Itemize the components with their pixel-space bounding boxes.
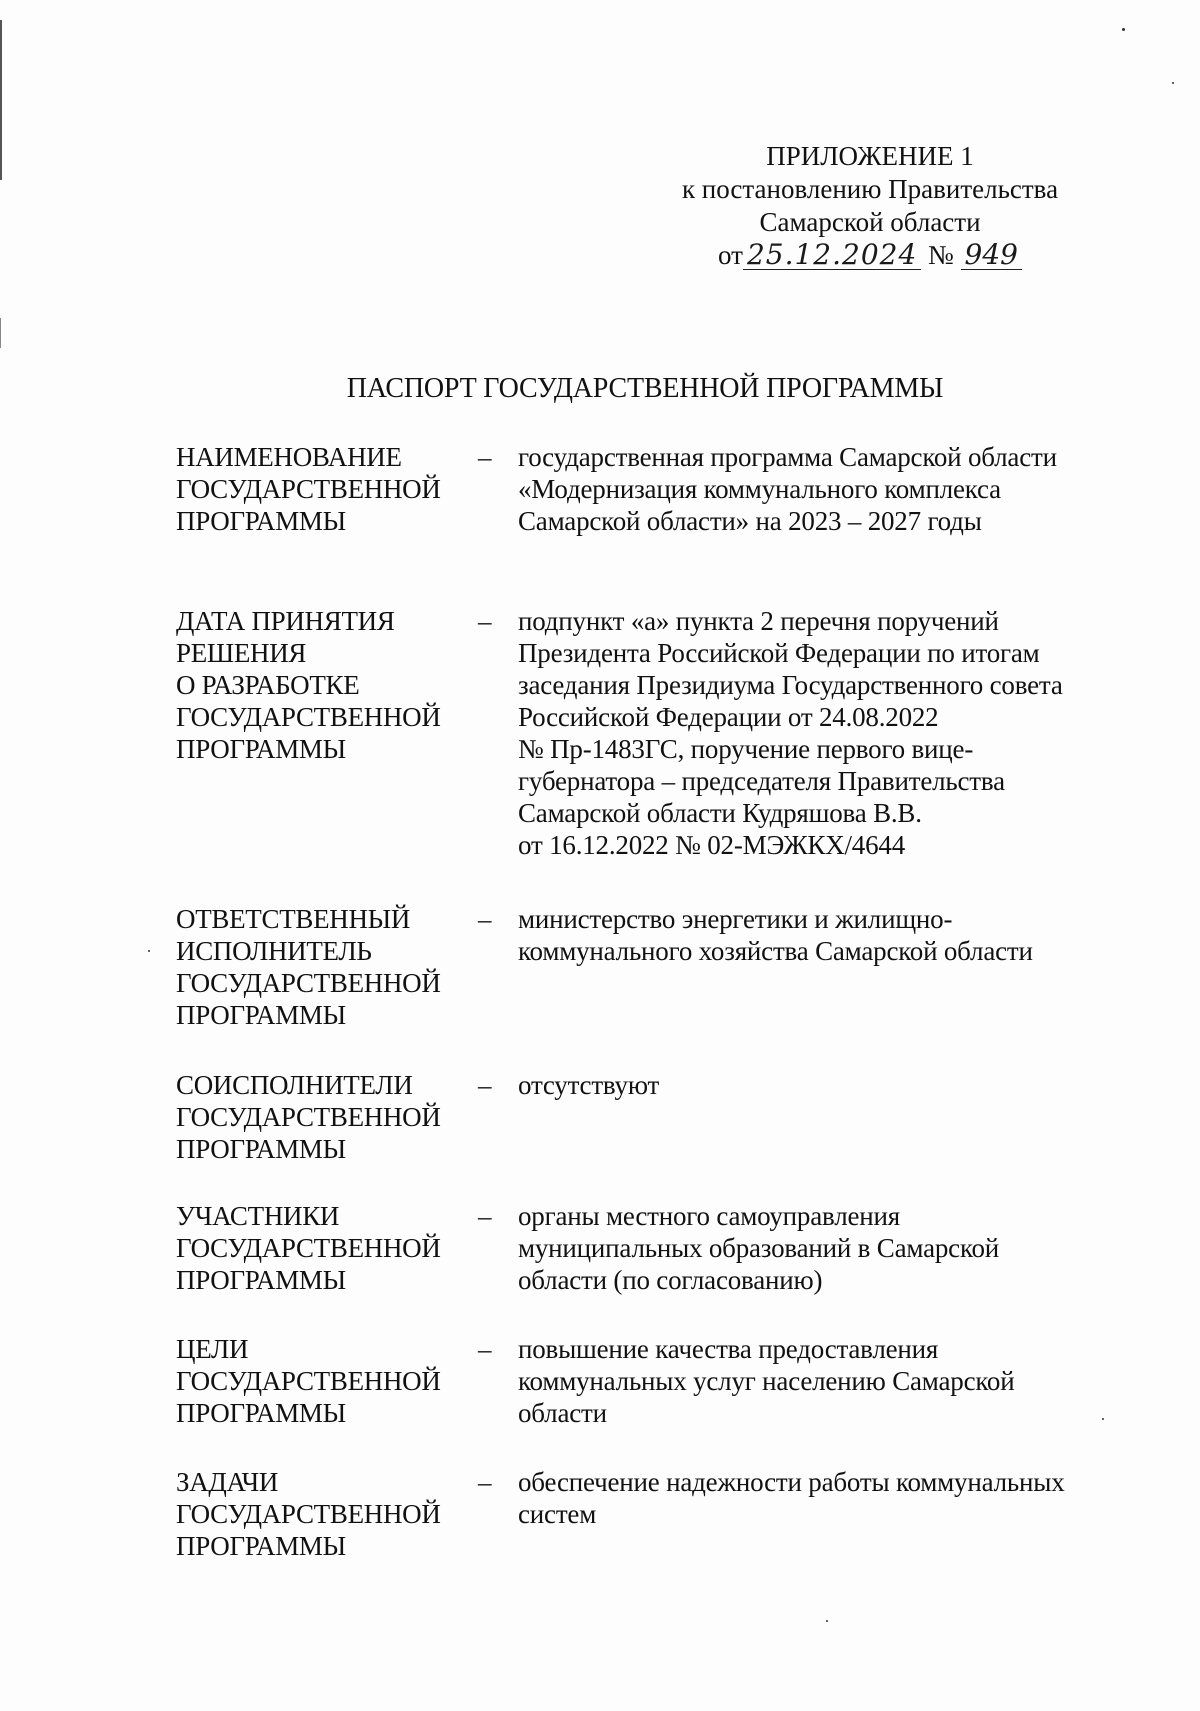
row-value: органы местного самоуправления муниципальных образований в Самарской области (по согласованию): [518, 1201, 1000, 1295]
appendix-title: ПРИЛОЖЕНИЕ 1: [766, 141, 974, 171]
row-dash: –: [478, 442, 492, 472]
row-dash: –: [478, 904, 492, 934]
scan-speck: [1172, 82, 1174, 84]
row-value: отсутствуют: [518, 1070, 660, 1100]
row-value: повышение качества предоставления коммунальных услуг населению Самарской области: [518, 1334, 1015, 1428]
row-label: УЧАСТНИКИ ГОСУДАРСТВЕННОЙ ПРОГРАММЫ: [176, 1201, 441, 1295]
row-value: государственная программа Самарской области «Модернизация коммунального комплекса Самарской области» на 2023 – 2027 годы: [518, 442, 1057, 536]
number-prefix: №: [928, 240, 954, 270]
appendix-region: Самарской области: [759, 207, 981, 237]
scan-edge-mark: [0, 318, 1, 348]
passport-row-responsible: [176, 903, 1106, 1031]
appendix-subtitle: к постановлению Правительства: [681, 174, 1059, 204]
page-title: ПАСПОРТ ГОСУДАРСТВЕННОЙ ПРОГРАММЫ: [346, 373, 944, 404]
row-label: СОИСПОЛНИТЕЛИ ГОСУДАРСТВЕННОЙ ПРОГРАММЫ: [176, 1070, 441, 1164]
passport-row-tasks: [176, 1466, 1106, 1562]
row-label: НАИМЕНОВАНИЕ ГОСУДАРСТВЕННОЙ ПРОГРАММЫ: [176, 442, 441, 536]
passport-row-participants: [176, 1200, 1106, 1296]
passport-row-decision-date: [176, 605, 1106, 861]
row-label: ЗАДАЧИ ГОСУДАРСТВЕННОЙ ПРОГРАММЫ: [176, 1467, 441, 1561]
row-label: ОТВЕТСТВЕННЫЙ ИСПОЛНИТЕЛЬ ГОСУДАРСТВЕННОЙ ПРОГРАММЫ: [176, 904, 441, 1030]
passport-row-goals: [176, 1333, 1106, 1429]
date-prefix: от: [718, 240, 743, 270]
row-dash: –: [478, 1334, 492, 1364]
row-label: ДАТА ПРИНЯТИЯ РЕШЕНИЯ О РАЗРАБОТКЕ ГОСУДАРСТВЕННОЙ ПРОГРАММЫ: [176, 606, 441, 764]
row-dash: –: [478, 1467, 492, 1497]
row-dash: –: [478, 606, 492, 636]
row-label: ЦЕЛИ ГОСУДАРСТВЕННОЙ ПРОГРАММЫ: [176, 1334, 441, 1428]
handwritten-date: 25.12.2024: [743, 241, 921, 270]
appendix-date-number: [640, 239, 1100, 272]
scan-speck: [1122, 28, 1125, 31]
row-value: обеспечение надежности работы коммунальных систем: [518, 1467, 1065, 1529]
row-value: министерство энергетики и жилищно- коммунального хозяйства Самарской области: [518, 904, 1033, 966]
row-dash: –: [478, 1201, 492, 1231]
scan-edge-mark: [0, 20, 2, 180]
row-dash: –: [478, 1070, 492, 1100]
row-value: подпункт «а» пункта 2 перечня поручений Президента Российской Федерации по итогам заседания Президиума Государственного совета Российской Федерации от 24.08.2022 № Пр-1483ГС, поручение первого вице- губернатора – председателя Правительства Самарской области Кудряшова В.В. от 16.12.2022 № 02-МЭЖКХ/4644: [518, 606, 1063, 860]
passport-row-coexecutors: [176, 1069, 1106, 1165]
scan-speck: [826, 1620, 828, 1622]
scan-speck: [148, 950, 150, 952]
handwritten-number: 949: [961, 241, 1022, 270]
appendix-header: [640, 140, 1100, 272]
passport-row-name: [176, 441, 1106, 537]
